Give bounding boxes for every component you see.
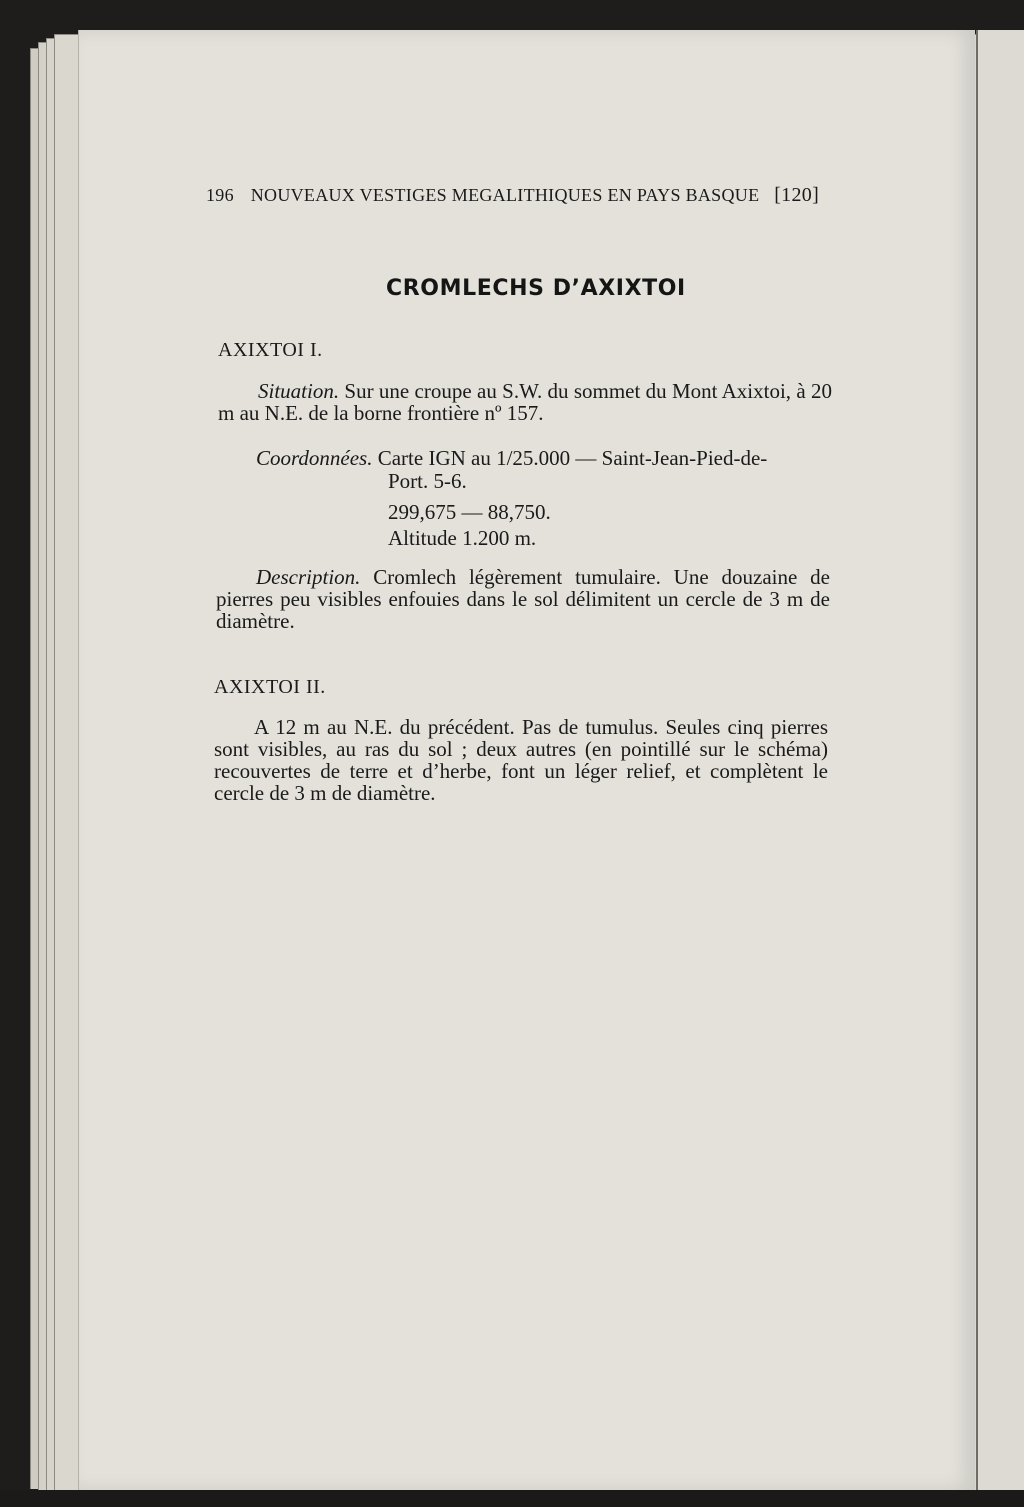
- section-heading-axixtoi-2: AXIXTOI II.: [214, 676, 326, 698]
- section-heading-axixtoi-1: AXIXTOI I.: [218, 339, 323, 361]
- situation-paragraph: [218, 380, 832, 424]
- coordinates-value-1: Carte IGN au 1/25.000 — Saint-Jean-Pied-de-: [377, 446, 768, 470]
- running-head-title: NOUVEAUX VESTIGES MEGALITHIQUES EN PAYS BASQUE: [250, 185, 760, 205]
- running-head: [206, 184, 819, 207]
- coordinates-line-1: [256, 446, 767, 471]
- coordinates-label: Coordonnées.: [256, 446, 373, 470]
- description-paragraph: [216, 566, 830, 632]
- coordinates-line-2: Port. 5-6.: [388, 469, 467, 493]
- running-head-ref: [120]: [774, 184, 820, 206]
- axixtoi-2-paragraph: A 12 m au N.E. du précédent. Pas de tumulus. Seules cinq pierres sont visibles, au ras du sol ; deux autres (en pointillé sur le schéma) recouvertes de terre et d’herbe, font un léger relief, et complètent le cercle de 3 m de diamètre.: [214, 715, 828, 805]
- description-label: Description.: [256, 565, 361, 589]
- altitude-line: Altitude 1.200 m.: [388, 526, 537, 550]
- situation-text: Sur une croupe au S.W. du sommet du Mont Axixtoi, à 20 m au N.E. de la borne frontière nº 157.: [218, 379, 833, 425]
- situation-label: Situation.: [258, 379, 340, 403]
- page-number: 196: [206, 185, 234, 205]
- coordinates-line-3: 299,675 — 88,750.: [388, 500, 551, 524]
- page-title: CROMLECHS D’AXIXTOI: [386, 276, 686, 301]
- adjacent-page-strip: [976, 30, 1024, 1490]
- description-text: Cromlech légèrement tumulaire. Une douzaine de pierres peu visibles enfouies dans le sol délimitent un cercle de 3 m de diamètre.: [216, 565, 831, 633]
- scan-bottom-edge: [0, 1490, 1024, 1507]
